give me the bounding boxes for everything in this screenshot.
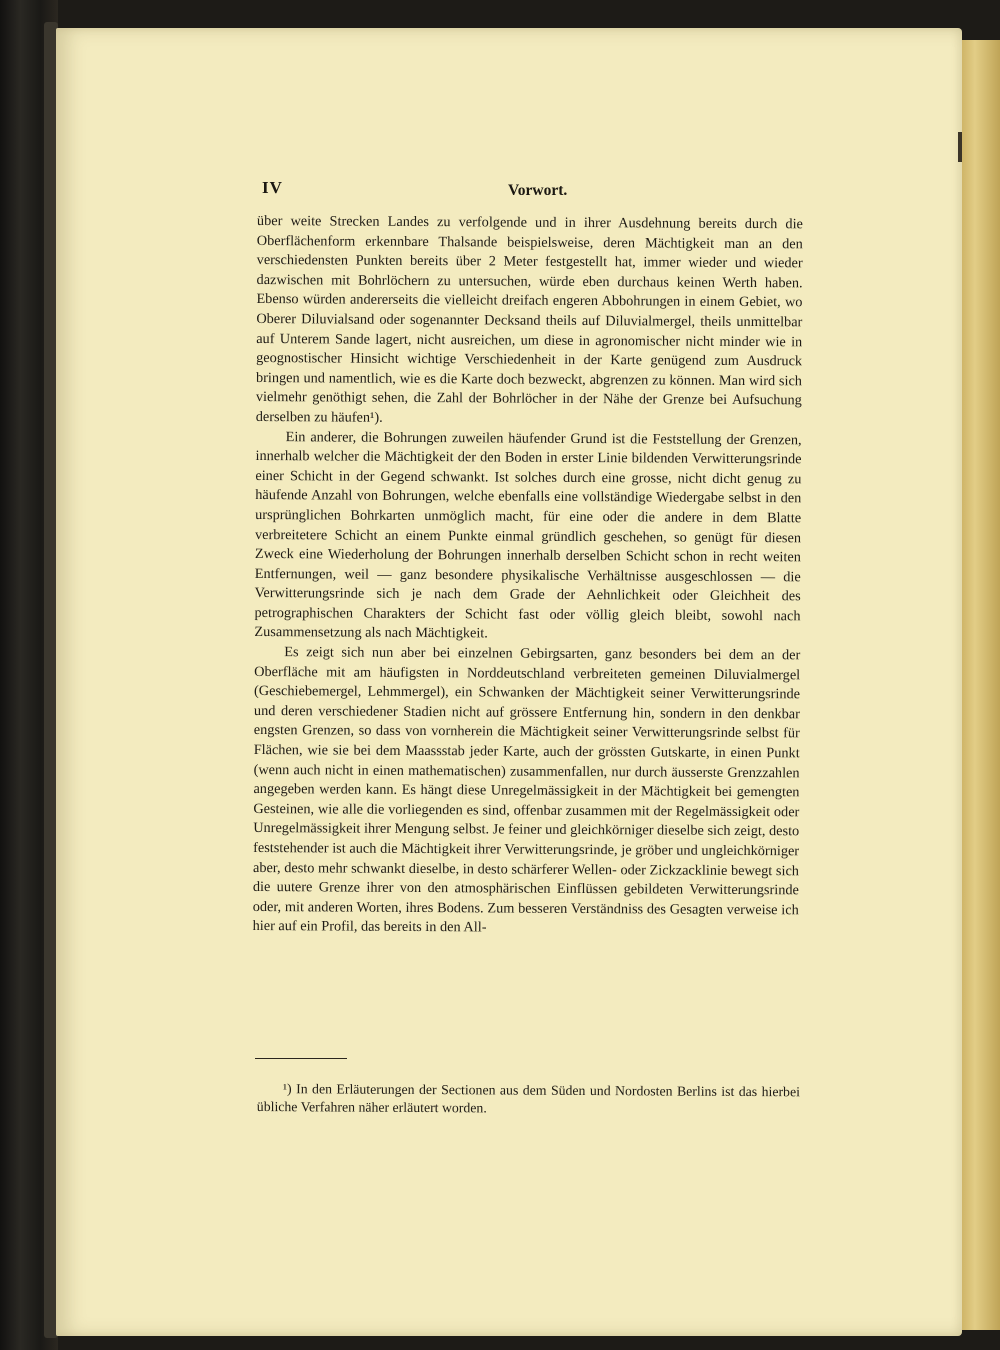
footnote-mark: ¹)	[282, 1081, 292, 1097]
page-edges	[958, 40, 1000, 1330]
paragraph-2: Ein anderer, die Bohrungen zuweilen häufender Grund ist die Feststellung der Grenzen, innerhalb welcher die Mächtigkeit der den Boden in erster Linie bildenden Verwitterungsrinde einer Schicht in der Gegend schwankt. Ist solches durch eine grosse, nicht dicht genug zu häufende Anzahl von Bohrungen, welche ebenfalls eine vollständige Wiedergabe selbst in den ursprünglichen Bohrkarten unmöglich macht, für eine oder die andere in dem Blatte verbreitetere Schicht an einem Punkte einmal gründlich geschehen, so genügt für diesen Zweck eine Wiederholung der Bohrungen innerhalb derselben Schicht schon in recht weiten Entfernungen, weil — ganz besondere physikalische Verhältnisse ausgeschlossen — die Verwitterungsrinde sich je nach dem Grade der Aehnlichkeit oder Gleichheit des petrographischen Charakters der Schicht fast oder völlig gleich bleibt, sowohl nach Zusammensetzung als nach Mächtigkeit.	[254, 428, 802, 642]
paragraph-3: Es zeigt sich nun aber bei einzelnen Gebirgsarten, ganz besonders bei dem an der Oberfläche mit am häufigsten in Norddeutschland verbreiteten gemeinen Diluvialmergel (Geschiebemergel, Lehmmergel), ein Schwanken der Mächtigkeit seiner Verwitterungsrinde und deren verschiedener Stadien nicht auf grössere Entfernung hin, sondern in den denkbar engsten Grenzen, so dass von vornherein die Mächtigkeit seiner Verwitterungsrinde selbst für Flächen, wie sie bei dem Maassstab jeder Karte, auch der grössten Gutskarte, in einen Punkt (wenn auch nicht in einen mathematischen) zusammenfallen, nur durch äusserste Grenzzahlen angegeben werden kann. Es hängt diese Unregelmässigkeit in der Mächtigkeit bei gemengten Gesteinen, wie alle die vorliegenden es sind, offenbar zusammen mit der Regelmässigkeit oder Unregelmässigkeit ihrer Mengung selbst. Je feiner und gleichkörniger dieselbe sich zeigt, desto feststehender ist auch die Mächtigkeit ihrer Verwitterungsrinde, je gröber und ungleichkörniger aber, desto mehr schwankt dieselbe, in desto schärferer Wellen- oder Zickzacklinie bewegt sich die uutere Grenze ihrer von den atmosphärischen Einflüssen gebildeten Verwitterungsrinde oder, mit anderen Worten, ihres Bodens. Zum besseren Verständniss des Gesagten verweise ich hier auf ein Profil, das bereits in den All-	[252, 644, 801, 936]
footnote-rule	[255, 1058, 347, 1059]
page-number: IV	[262, 178, 283, 197]
footnote	[257, 1080, 800, 1119]
running-title: Vorwort.	[508, 182, 568, 199]
paragraph-1: über weite Strecken Landes zu verfolgende und in ihrer Ausdehnung bereits durch die Oberflächenform erkennbare Thalsande beispielsweise, deren Mächtigkeit man an den verschiedensten Punkten bereits über 2 Meter festgestellt hat, immer wieder und wieder dazwischen mit Bohrlöchern zu untersuchen, würde eben durchaus keinen Werth haben. Ebenso würden andererseits die vielleicht dreifach engeren Abbohrungen in einem Gebiet, wo Oberer Diluvialsand oder sogenannter Decksand theils auf Diluvialmergel, theils unmittelbar auf Unterem Sande lagert, nicht ausreichen, um diese in agronomischer nicht minder wie in geognostischer Hinsicht wichtige Verschiedenheit in der Karte genügend zum Ausdruck bringen und namentlich, wie es die Karte doch bezweckt, abgrenzen zu können. Man wird sich vielmehr genöthigt sehen, die Zahl der Bohrlöcher in der Nähe der Grenze bei Aufsuchung derselben zu häufen¹).	[255, 212, 803, 426]
footnote-text: In den Erläuterungen der Sectionen aus dem Süden und Nordosten Berlins ist das hierbei übliche Verfahren näher erläutert worden.	[256, 1081, 800, 1116]
body-text	[253, 212, 803, 940]
page-header	[262, 178, 822, 206]
page-edge-mark	[958, 132, 962, 162]
